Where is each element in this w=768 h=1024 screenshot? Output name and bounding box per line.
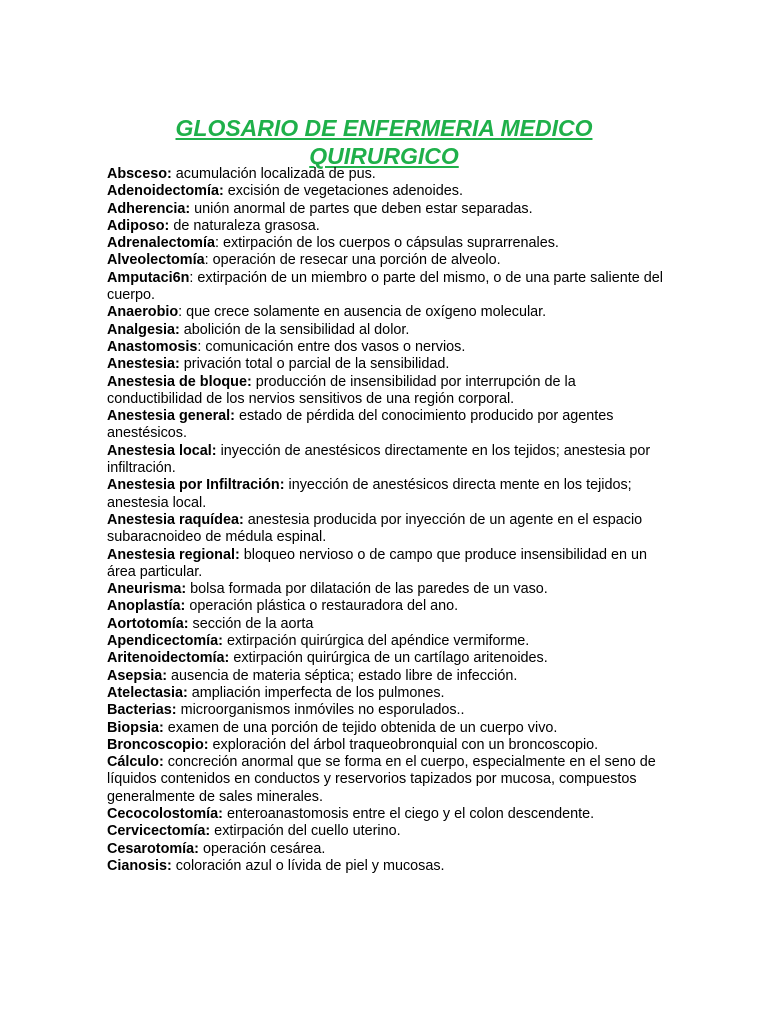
glossary-entry — [107, 252, 667, 269]
glossary-term: Bacterias: — [107, 702, 177, 719]
glossary-entry — [107, 218, 667, 235]
glossary-term: Cervicectomía: — [107, 823, 211, 840]
glossary-entry — [107, 598, 667, 615]
glossary-definition: bolsa formada por dilatación de las paredes de un vaso. — [186, 581, 548, 598]
glossary-entry — [107, 616, 667, 633]
glossary-entry — [107, 737, 667, 754]
glossary-entry — [107, 581, 667, 598]
glossary-definition: : extirpación de un miembro o parte del mismo, o de una parte saliente del cuerpo. — [107, 269, 663, 304]
glossary-term: Broncoscopio: — [107, 736, 209, 753]
glossary-entry — [107, 322, 667, 339]
glossary-entry — [107, 270, 667, 305]
glossary-entry — [107, 356, 667, 373]
glossary-definition: estado de pérdida del conocimiento producido por agentes anestésicos. — [107, 408, 614, 442]
glossary-entry — [107, 547, 667, 582]
glossary-term: Anestesia general: — [107, 408, 235, 425]
glossary-entry — [107, 858, 667, 875]
glossary-definition: coloración azul o lívida de piel y mucosas. — [171, 857, 445, 874]
glossary-term: Cianosis: — [107, 857, 172, 874]
glossary-definition: anestesia producida por inyección de un agente en el espacio subaracnoideo de médula espinal. — [107, 511, 643, 546]
glossary-definition: operación plástica o restauradora del ano. — [185, 598, 459, 615]
glossary-term: Anestesia raquídea: — [107, 511, 244, 528]
glossary-term: Aritenoidectomía: — [107, 650, 230, 667]
glossary-entry — [107, 806, 667, 823]
glossary-entry — [107, 477, 667, 512]
glossary-term: Analgesia: — [107, 321, 180, 338]
glossary-definition: extirpación quirúrgica del apéndice vermiforme. — [222, 633, 530, 650]
glossary-term: Absceso: — [107, 166, 172, 182]
glossary-term: Anestesia: — [107, 356, 180, 373]
glossary-definition: de naturaleza grasosa. — [169, 217, 320, 234]
glossary-entry — [107, 685, 667, 702]
glossary-entry — [107, 650, 667, 667]
glossary-entry — [107, 668, 667, 685]
glossary-definition: examen de una porción de tejido obtenida de un cuerpo vivo. — [163, 719, 558, 736]
glossary-definition: : operación de resecar una porción de alveolo. — [204, 252, 501, 269]
glossary-term: Atelectasia: — [107, 684, 188, 701]
glossary-term: Anestesia por Infiltración: — [107, 477, 285, 494]
glossary-entry — [107, 841, 667, 858]
glossary-term: Cecocolostomía: — [107, 805, 223, 822]
glossary-entry — [107, 720, 667, 737]
glossary-definition: extirpación quirúrgica de un cartílago aritenoides. — [229, 650, 548, 667]
glossary-definition: bloqueo nervioso o de campo que produce insensibilidad en un área particular. — [107, 546, 647, 580]
glossary-entry — [107, 443, 667, 478]
glossary-term: Asepsia: — [107, 667, 167, 684]
glossary-entry — [107, 201, 667, 218]
glossary-entry — [107, 374, 667, 409]
glossary-term: Aneurisma: — [107, 581, 187, 598]
glossary-definition: inyección de anestésicos directamente en los tejidos; anestesia por infiltración. — [107, 442, 651, 477]
glossary-term: Anestesia de bloque: — [107, 373, 252, 390]
glossary-entry — [107, 512, 667, 547]
glossary-term: Adherencia: — [107, 200, 191, 217]
glossary-definition: : extirpación de los cuerpos o cápsulas suprarrenales. — [214, 235, 559, 252]
glossary-entry — [107, 408, 667, 443]
glossary-definition: unión anormal de partes que deben estar separadas. — [190, 200, 533, 217]
document-title — [100, 114, 668, 170]
glossary-term: Alveolectomía — [107, 252, 205, 269]
glossary-entry — [107, 702, 667, 719]
glossary-definition: acumulación localizada de pus. — [171, 166, 376, 182]
glossary-term: Cesarotomía: — [107, 840, 199, 857]
glossary-definition: operación cesárea. — [198, 840, 326, 857]
glossary-entry — [107, 183, 667, 200]
glossary-definition: concreción anormal que se forma en el cuerpo, especialmente en el seno de líquidos contenidos en conductos y reservorios tapizados por mucosa, compuestos generalmente de sales minerales. — [107, 754, 656, 805]
glossary-definition: : comunicación entre dos vasos o nervios. — [197, 338, 466, 355]
glossary-entry — [107, 754, 667, 806]
glossary-entry — [107, 823, 667, 840]
glossary-definition: inyección de anestésicos directa mente en los tejidos; anestesia local. — [107, 477, 632, 511]
glossary-entry — [107, 339, 667, 356]
glossary-definition: exploración del árbol traqueobronquial con un broncoscopio. — [208, 736, 599, 753]
glossary-definition: ausencia de materia séptica; estado libre de infección. — [167, 667, 518, 684]
glossary-term: Anastomosis — [107, 338, 198, 355]
glossary-list — [107, 166, 667, 875]
glossary-definition: excisión de vegetaciones adenoides. — [223, 183, 463, 200]
glossary-term: Biopsia: — [107, 719, 164, 736]
glossary-entry — [107, 304, 667, 321]
glossary-definition: ampliación imperfecta de los pulmones. — [187, 684, 445, 701]
glossary-entry — [107, 166, 667, 183]
glossary-term: Anaerobio — [107, 304, 179, 321]
glossary-definition: privación total o parcial de la sensibilidad. — [179, 356, 450, 373]
glossary-definition: microorganismos inmóviles no esporulados.. — [176, 702, 465, 719]
glossary-entry — [107, 633, 667, 650]
glossary-definition: enteroanastomosis entre el ciego y el colon descendente. — [222, 805, 595, 822]
glossary-term: Adrenalectomía — [107, 235, 215, 252]
glossary-entry — [107, 235, 667, 252]
glossary-term: Anestesia local: — [107, 442, 217, 459]
glossary-term: Amputaci6n — [107, 269, 190, 286]
glossary-definition: producción de insensibilidad por interrupción de la conductibilidad de los nervios sensitivos de una región corporal. — [107, 373, 576, 407]
glossary-definition: abolición de la sensibilidad al dolor. — [179, 321, 410, 338]
glossary-definition: sección de la aorta — [188, 615, 314, 632]
glossary-definition: : que crece solamente en ausencia de oxígeno molecular. — [178, 304, 547, 321]
glossary-term: Adiposo: — [107, 217, 170, 234]
title-line-2: QUIRURGICO — [309, 143, 459, 169]
title-line-1: GLOSARIO DE ENFERMERIA MEDICO — [175, 115, 593, 141]
glossary-term: Aortotomía: — [107, 615, 189, 632]
glossary-definition: extirpación del cuello uterino. — [210, 823, 401, 840]
glossary-term: Adenoidectomía: — [107, 183, 224, 200]
glossary-term: Apendicectomía: — [107, 633, 223, 650]
glossary-term: Cálculo: — [107, 754, 164, 771]
glossary-term: Anestesia regional: — [107, 546, 240, 563]
glossary-term: Anoplastía: — [107, 598, 186, 615]
